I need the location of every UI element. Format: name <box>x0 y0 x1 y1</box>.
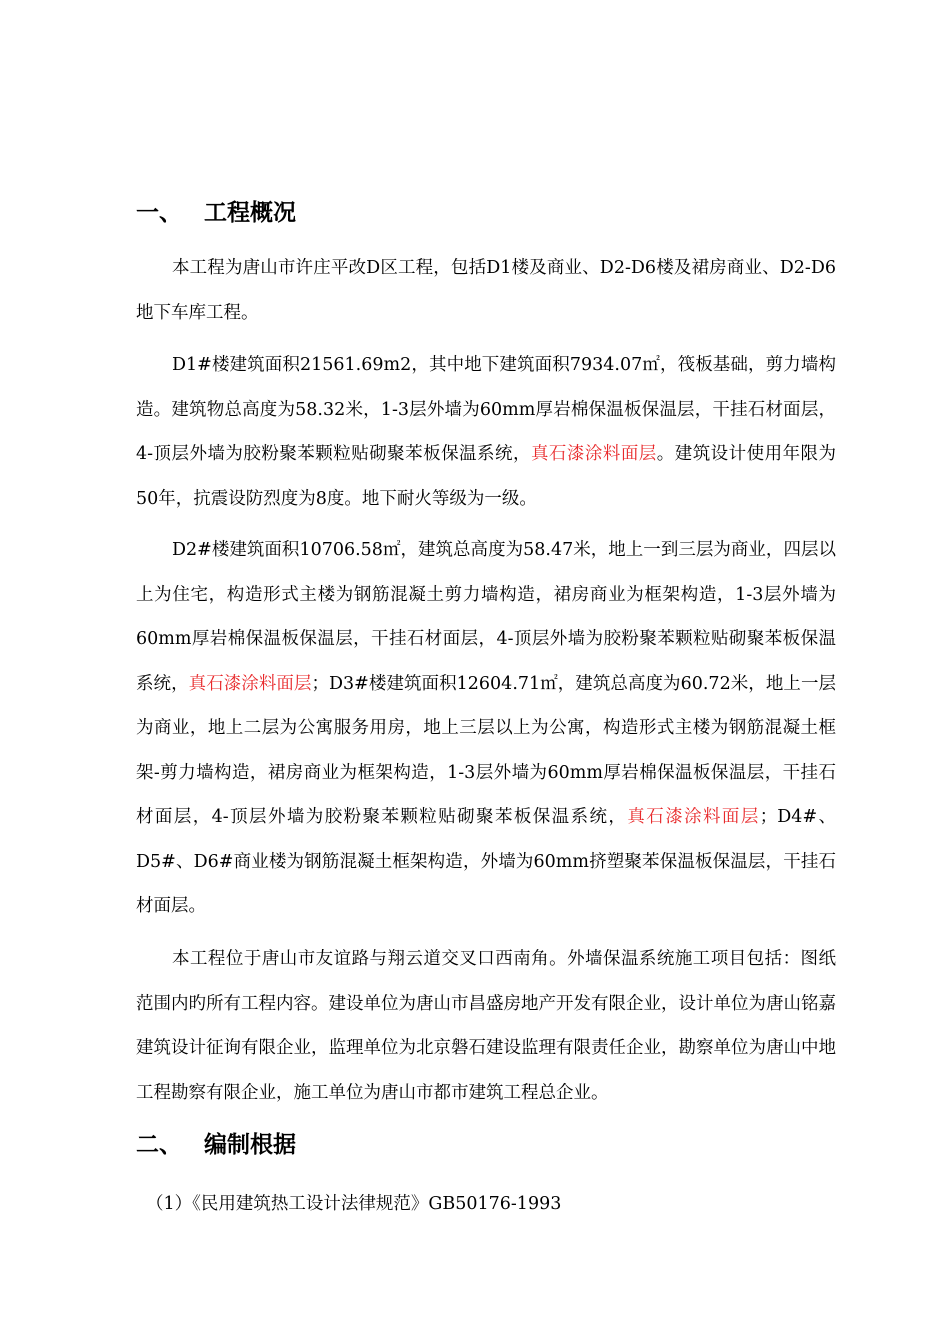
section-title: 工程概况 <box>204 200 296 226</box>
highlight-text: 真石漆涂料面层 <box>530 444 657 464</box>
paragraph-text: ；D3#楼建筑面积12604.71㎡，建筑总高度为60.72米，地上一层为商业，地上二层为公寓服务用房，地上三层以上为公寓，构造形式主楼为钢筋混凝土框架-剪力墙构造，裙房商业为框架构造，1-3层外墙为60mm厚岩棉保温板保温层，干挂石材面层，4-顶层外墙为胶粉聚苯颗粒贴砌聚苯板保温系统， <box>136 673 837 827</box>
reference-item: （1）《民用建筑热工设计法律规范》GB50176-1993 <box>146 1194 562 1214</box>
paragraph-text: 。建筑设计使用年限为50年，抗震设防烈度为8度。地下耐火等级为一级。 <box>136 444 837 509</box>
paragraph-text: ；D4#、D5#、D6#商业楼为钢筋混凝土框架构造，外墙为60mm挤塑聚苯保温板保温层，干挂石材面层。 <box>136 807 837 916</box>
section-heading-1 <box>136 198 296 228</box>
paragraph-location-parties: 本工程位于唐山市友谊路与翔云道交叉口西南角。外墙保温系统施工项目包括：图纸范围内旳所有工程内容。建设单位为唐山市昌盛房地产开发有限企业，设计单位为唐山铭嘉建筑设计征询有限企业，监理单位为北京磐石建设监理有限责任企业，勘察单位为唐山中地工程勘察有限企业，施工单位为唐山市都市建筑工程总企业。 <box>136 949 836 1103</box>
paragraph-d2-d6-buildings <box>136 528 836 929</box>
paragraph-text: D1#楼建筑面积21561.69m2，其中地下建筑面积7934.07㎡，筏板基础，剪力墙构造。建筑物总高度为58.32米，1-3层外墙为60mm厚岩棉保温板保温层，干挂石材面层，4-顶层外墙为胶粉聚苯颗粒贴砌聚苯板保温系统， <box>136 355 836 464</box>
paragraph-overview: 本工程为唐山市许庄平改D区工程，包括D1楼及商业、D2-D6楼及裙房商业、D2-D6地下车库工程。 <box>136 258 836 323</box>
section-number: 一、 <box>136 200 182 226</box>
section-heading-2 <box>136 1130 296 1160</box>
section-title: 编制根据 <box>204 1132 296 1158</box>
paragraph-d1-building <box>136 343 836 521</box>
highlight-text: 真石漆涂料面层 <box>627 807 760 827</box>
section-number: 二、 <box>136 1132 182 1158</box>
paragraph-text: D2#楼建筑面积10706.58㎡，建筑总高度为58.47米，地上一到三层为商业，四层以上为住宅，构造形式主楼为钢筋混凝土剪力墙构造，裙房商业为框架构造，1-3层外墙为60mm厚岩棉保温板保温层，干挂石材面层，4-顶层外墙为胶粉聚苯颗粒贴砌聚苯板保温系统， <box>136 540 836 694</box>
highlight-text: 真石漆涂料面层 <box>188 673 312 694</box>
